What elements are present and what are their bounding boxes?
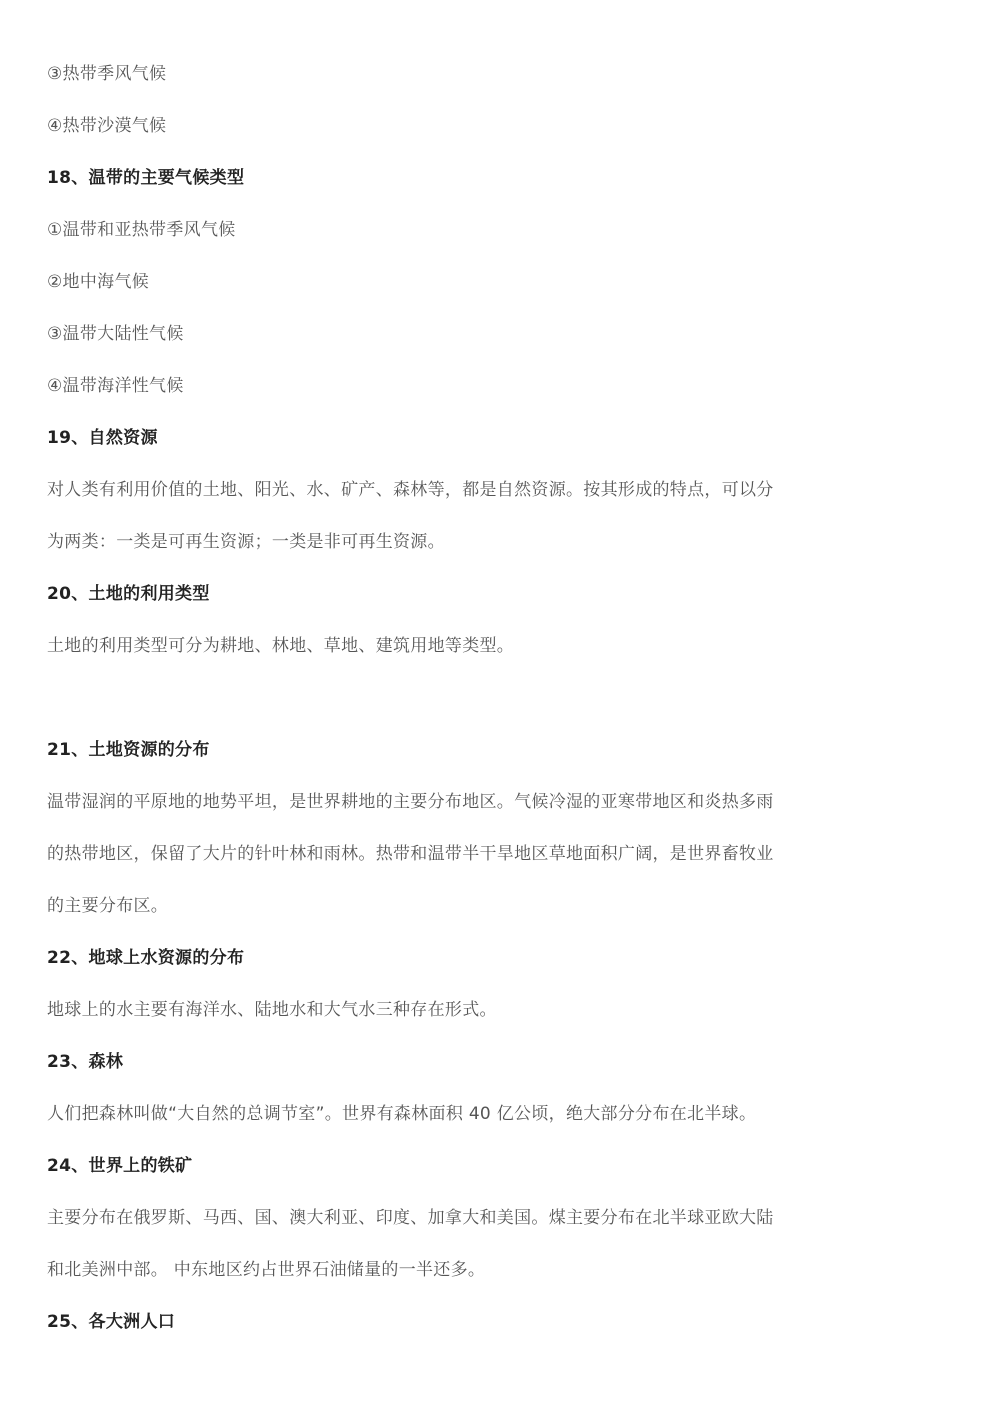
paragraph-line: 温带湿润的平原地的地势平坦，是世界耕地的主要分布地区。气候冷湿的亚寒带地区和炎热多雨 bbox=[47, 792, 774, 812]
paragraph-line: 土地的利用类型可分为耕地、林地、草地、建筑用地等类型。 bbox=[47, 636, 515, 656]
text-line: ②地中海气候 bbox=[47, 272, 150, 292]
section-heading: 24、世界上的铁矿 bbox=[47, 1156, 193, 1176]
paragraph-line: 对人类有利用价值的土地、阳光、水、矿产、森林等，都是自然资源。按其形成的特点，可以分 bbox=[47, 480, 774, 500]
section-heading: 20、土地的利用类型 bbox=[47, 584, 210, 604]
section-heading: 23、森林 bbox=[47, 1052, 124, 1072]
text-line: ④热带沙漠气候 bbox=[47, 116, 167, 136]
paragraph-line: 的主要分布区。 bbox=[47, 896, 169, 916]
paragraph-line: 地球上的水主要有海洋水、陆地水和大气水三种存在形式。 bbox=[47, 1000, 497, 1020]
section-heading: 21、土地资源的分布 bbox=[47, 740, 210, 760]
section-heading: 19、自然资源 bbox=[47, 428, 158, 448]
text-line: ③温带大陆性气候 bbox=[47, 324, 184, 344]
paragraph-line: 主要分布在俄罗斯、马西、国、澳大利亚、印度、加拿大和美国。煤主要分布在北半球亚欧大陆 bbox=[47, 1208, 774, 1228]
section-heading: 25、各大洲人口 bbox=[47, 1312, 176, 1332]
section-heading: 22、地球上水资源的分布 bbox=[47, 948, 245, 968]
paragraph-line: 人们把森林叫做“大自然的总调节室”。世界有森林面积 40 亿公顷，绝大部分分布在北半球。 bbox=[47, 1104, 757, 1124]
text-line: ③热带季风气候 bbox=[47, 64, 167, 84]
paragraph-line: 为两类：一类是可再生资源；一类是非可再生资源。 bbox=[47, 532, 445, 552]
paragraph-line: 和北美洲中部。 中东地区约占世界石油储量的一半还多。 bbox=[47, 1260, 486, 1280]
section-heading: 18、温带的主要气候类型 bbox=[47, 168, 245, 188]
text-line: ①温带和亚热带季风气候 bbox=[47, 220, 236, 240]
text-line: ④温带海洋性气候 bbox=[47, 376, 184, 396]
paragraph-line: 的热带地区，保留了大片的针叶林和雨林。热带和温带半干旱地区草地面积广阔，是世界畜牧业 bbox=[47, 844, 774, 864]
